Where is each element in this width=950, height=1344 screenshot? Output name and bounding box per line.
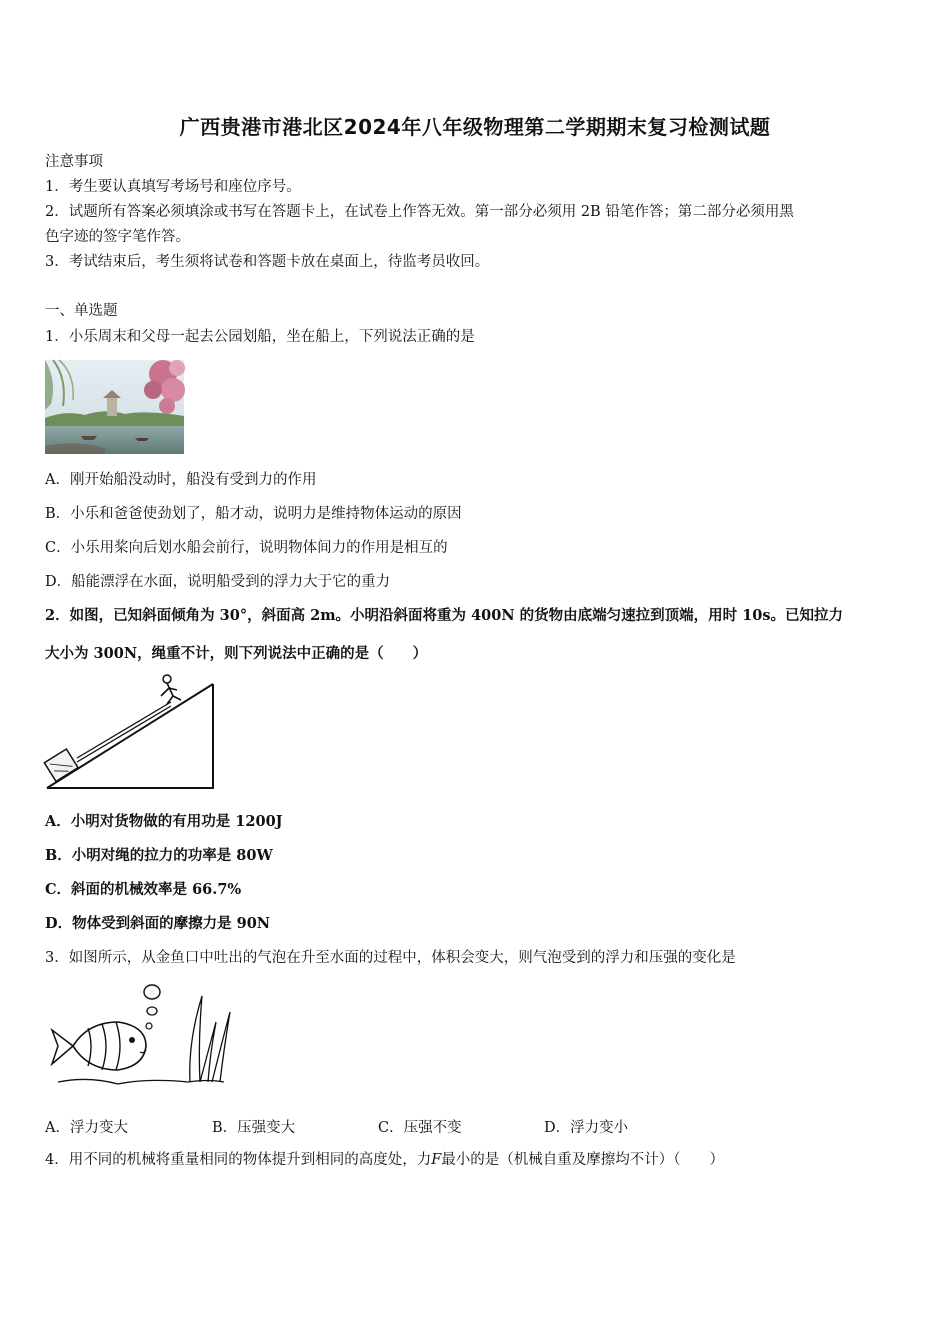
question-3-option-a: A．浮力变大: [45, 1120, 128, 1136]
question-1-option-c: C．小乐用桨向后划水船会前行，说明物体间力的作用是相互的: [45, 540, 448, 556]
question-2-option-b: B．小明对绳的拉力的功率是 80W: [45, 847, 273, 864]
question-4-stem: [45, 1150, 724, 1170]
question-4-stem-post: 最小的是（机械自重及摩擦均不计）（ ）: [441, 1152, 725, 1168]
question-2-stem-line-1: 2．如图，已知斜面倾角为 30°，斜面高 2m。小明沿斜面将重为 400N 的货物由底端匀速拉到顶端，用时 10s。已知拉力: [45, 607, 844, 624]
incline-plane-diagram: [45, 674, 217, 792]
question-1-stem: 1．小乐周末和父母一起去公园划船，坐在船上，下列说法正确的是: [45, 329, 475, 345]
question-1-option-d: D．船能漂浮在水面，说明船受到的浮力大于它的重力: [45, 574, 391, 590]
question-3-stem: 3．如图所示，从金鱼口中吐出的气泡在升至水面的过程中，体积会变大，则气泡受到的浮力和压强的变化是: [45, 950, 736, 966]
park-boat-photo: [45, 360, 184, 454]
notice-item-2-cont: 色字迹的签字笔作答。: [45, 229, 190, 245]
question-2-stem-line-2: 大小为 300N，绳重不计，则下列说法中正确的是（ ）: [45, 645, 428, 662]
section-heading: 一、单选题: [45, 303, 118, 319]
question-3-option-d: D．浮力变小: [544, 1120, 629, 1136]
question-2-option-c: C．斜面的机械效率是 66.7%: [45, 881, 242, 898]
notice-heading: 注意事项: [45, 154, 103, 170]
goldfish-bubble-diagram: [48, 982, 238, 1092]
notice-item-2: 2．试题所有答案必须填涂或书写在答题卡上，在试卷上作答无效。第一部分必须用 2B 铅笔作答；第二部分必须用黑: [45, 204, 794, 220]
notice-item-1: 1．考生要认真填写考场号和座位序号。: [45, 179, 301, 195]
question-1-option-a: A．刚开始船没动时，船没有受到力的作用: [45, 472, 317, 488]
question-2-option-a: A．小明对货物做的有用功是 1200J: [45, 813, 283, 830]
question-4-stem-pre: 4．用不同的机械将重量相同的物体提升到相同的高度处，力: [45, 1152, 432, 1168]
question-4-force-symbol: F: [431, 1152, 442, 1168]
question-1-option-b: B．小乐和爸爸使劲划了，船才动，说明力是维持物体运动的原因: [45, 506, 462, 522]
page-title: 广西贵港市港北区2024年八年级物理第二学期期末复习检测试题: [179, 115, 771, 139]
notice-item-3: 3．考试结束后，考生须将试卷和答题卡放在桌面上，待监考员收回。: [45, 254, 490, 270]
question-3-option-c: C．压强不变: [378, 1120, 462, 1136]
question-3-option-b: B．压强变大: [212, 1120, 296, 1136]
question-2-option-d: D．物体受到斜面的摩擦力是 90N: [45, 915, 271, 932]
